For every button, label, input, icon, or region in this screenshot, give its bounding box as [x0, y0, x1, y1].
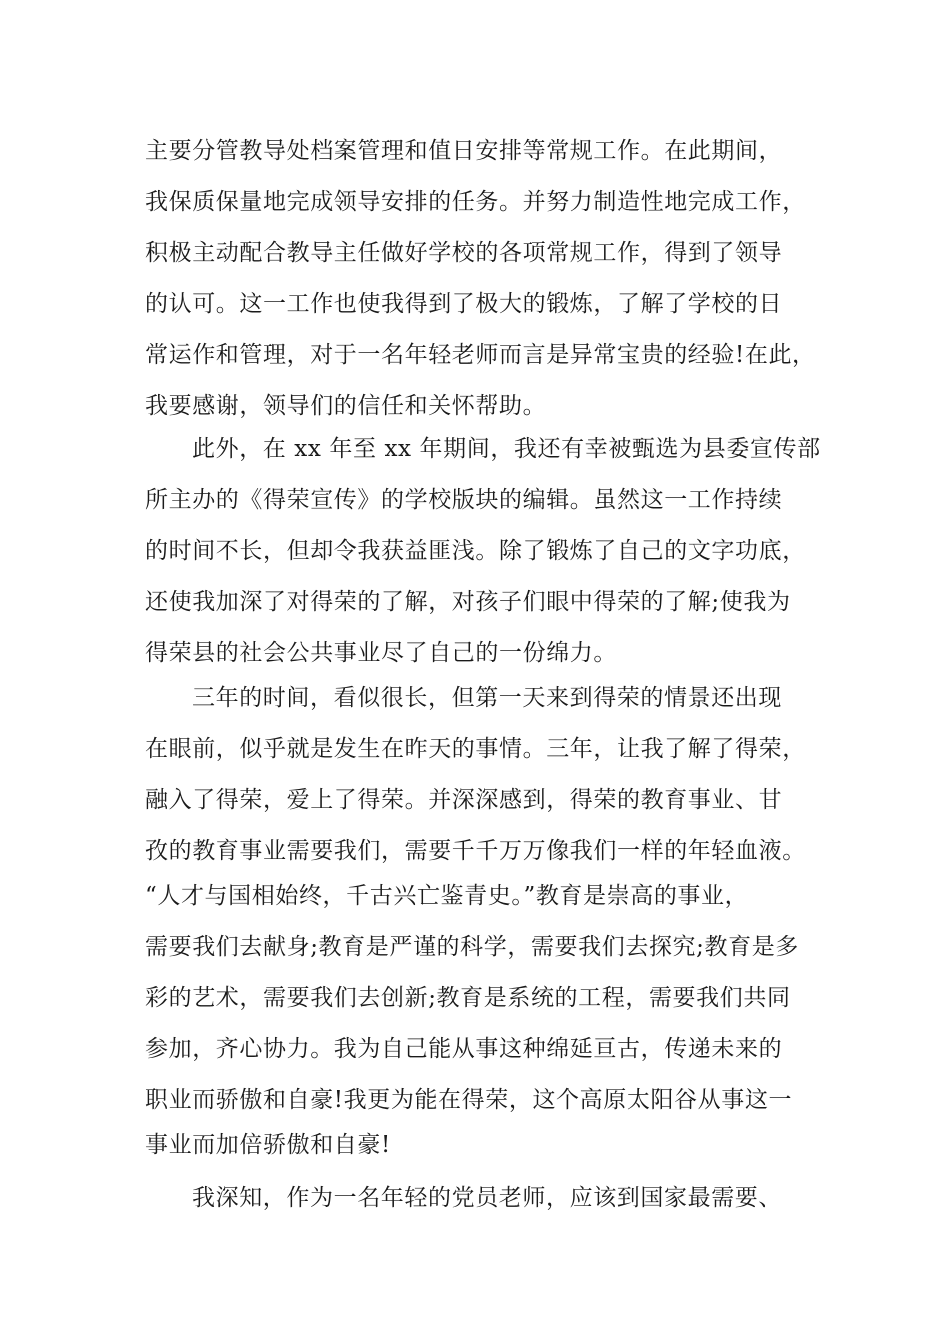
text-line: 所主办的《得荣宣传》的学校版块的编辑。虽然这一工作持续 [145, 487, 783, 513]
text-line: 积极主动配合教导主任做好学校的各项常规工作，得到了领导 [145, 240, 783, 266]
text-line: 在眼前，似乎就是发生在昨天的事情。三年，让我了解了得荣， [145, 736, 806, 762]
text-line: 此外，在 xx 年至 xx 年期间，我还有幸被甄选为县委宣传部 [192, 436, 821, 462]
text-line: 的认可。这一工作也使我得到了极大的锻炼，了解了学校的日 [145, 291, 783, 317]
text-line: 事业而加倍骄傲和自豪! [145, 1132, 391, 1158]
text-line: 主要分管教导处档案管理和值日安排等常规工作。在此期间， [145, 138, 783, 164]
text-line: 还使我加深了对得荣的了解，对孩子们眼中得荣的了解;使我为 [145, 589, 791, 615]
text-line: 彩的艺术，需要我们去创新;教育是系统的工程，需要我们共同 [145, 985, 791, 1011]
text-line: 我要感谢，领导们的信任和关怀帮助。 [145, 393, 547, 419]
text-line: 我深知，作为一名年轻的党员老师，应该到国家最需要、 [192, 1185, 782, 1211]
text-line: 的时间不长，但却令我获益匪浅。除了锻炼了自己的文字功底， [145, 538, 806, 564]
text-line: 融入了得荣，爱上了得荣。并深深感到，得荣的教育事业、甘 [145, 787, 783, 813]
text-line: 三年的时间，看似很长，但第一天来到得荣的情景还出现 [192, 685, 782, 711]
text-line: 需要我们去献身;教育是严谨的科学，需要我们去探究;教育是多 [145, 934, 799, 960]
text-line: 常运作和管理，对于一名年轻老师而言是异常宝贵的经验!在此， [145, 342, 816, 368]
text-line: 职业而骄傲和自豪!我更为能在得荣，这个高原太阳谷从事这一 [145, 1087, 793, 1113]
text-line: 参加，齐心协力。我为自己能从事这种绵延亘古，传递未来的 [145, 1036, 783, 1062]
text-line: “人才与国相始终，千古兴亡鉴青史。”教育是崇高的事业， [145, 883, 749, 909]
text-line: 孜的教育事业需要我们，需要千千万万像我们一样的年轻血液。 [145, 838, 806, 864]
text-line: 得荣县的社会公共事业尽了自己的一份绵力。 [145, 640, 617, 666]
text-line: 我保质保量地完成领导安排的任务。并努力制造性地完成工作， [145, 189, 806, 215]
